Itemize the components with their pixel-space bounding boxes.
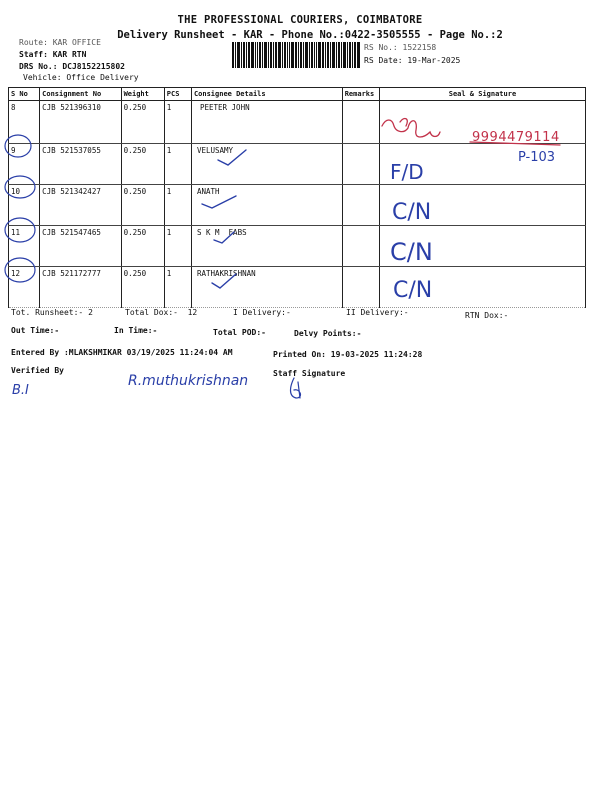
in-time: In Time:- (114, 326, 158, 335)
cell-weight: 0.250 (121, 101, 164, 144)
circle-9 (5, 135, 31, 157)
out-time: Out Time:- (11, 326, 60, 335)
handwritten-cn-2: C/N (390, 238, 433, 266)
handwritten-cn-1: C/N (392, 200, 432, 225)
cell-sno: 8 (9, 101, 40, 144)
col-consignment: Consignment No (40, 88, 121, 101)
tick-velusamy (218, 150, 246, 165)
cell-sno: 10 (9, 185, 40, 226)
col-remarks: Remarks (342, 88, 379, 101)
red-signature-scribble (382, 119, 440, 137)
printed-on: Printed On: 19-03-2025 11:24:28 (273, 350, 423, 359)
circle-10 (5, 176, 35, 198)
cell-consignee: PEETER JOHN (191, 101, 342, 144)
rs-number: RS No.: 1522158 (364, 43, 437, 52)
cell-consignee: RATHAKRISHNAN (191, 267, 342, 308)
col-pcs: PCS (164, 88, 191, 101)
circle-11 (5, 218, 35, 242)
verifier-initials: B.I (12, 383, 29, 398)
col-seal-signature: Seal & Signature (379, 88, 585, 101)
cell-pcs: 1 (164, 144, 191, 185)
cell-consignment: CJB 521172777 (40, 267, 121, 308)
entered-by: Entered By :MLAKSHMIKAR 03/19/2025 11:24:04 AM (11, 348, 233, 357)
tick-anath (202, 196, 236, 208)
cell-consignment: CJB 521537055 (40, 144, 121, 185)
cell-pcs: 1 (164, 101, 191, 144)
delivery-points: Delvy Points:- (294, 329, 362, 338)
i-delivery: I Delivery:- (233, 308, 291, 317)
verified-by-label: Verified By (11, 366, 64, 375)
col-sno: S No (9, 88, 40, 101)
cell-pcs: 1 (164, 226, 191, 267)
total-box: Total Dox:- 12 (125, 308, 198, 317)
handwritten-phone: 9994479114 (472, 130, 560, 145)
vehicle-label: Vehicle: Office Delivery (23, 73, 139, 82)
cell-consignee: S K M FABS (191, 226, 342, 267)
staff-signature-label: Staff Signature (273, 369, 346, 378)
cell-weight: 0.250 (121, 226, 164, 267)
col-weight: Weight (121, 88, 164, 101)
cell-consignment: CJB 521342427 (40, 185, 121, 226)
handwritten-cn-3: C/N (393, 278, 433, 303)
staff-signature-scribble (291, 378, 301, 398)
cell-weight: 0.250 (121, 185, 164, 226)
route-label: Route: KAR OFFICE (19, 38, 101, 47)
drs-number: DRS No.: DCJ8152215802 (19, 62, 125, 71)
cell-consignee: ANATH (191, 185, 342, 226)
tick-rathakrishnan (212, 274, 236, 288)
cell-pcs: 1 (164, 185, 191, 226)
circle-12 (5, 258, 35, 282)
cell-consignee: VELUSAMY (191, 144, 342, 185)
staff-label: Staff: KAR RTN (19, 50, 87, 59)
cell-sno: 9 (9, 144, 40, 185)
col-consignee: Consignee Details (191, 88, 342, 101)
cell-weight: 0.250 (121, 267, 164, 308)
cell-weight: 0.250 (121, 144, 164, 185)
rtn-box: RTN Dox:- (465, 311, 509, 320)
rs-date: RS Date: 19-Mar-2025 (364, 56, 461, 65)
cell-sno: 11 (9, 226, 40, 267)
verifier-signature: R.muthukrishnan (128, 373, 249, 389)
cell-sno: 12 (9, 267, 40, 308)
ii-delivery: II Delivery:- (346, 308, 409, 317)
tick-skm (214, 232, 234, 243)
document-title: THE PROFESSIONAL COURIERS, COIMBATORE (177, 14, 423, 26)
total-runsheet: Tot. Runsheet:- 2 (11, 308, 93, 317)
cell-consignment: CJB 521396310 (40, 101, 121, 144)
handwritten-fd: F/D (390, 160, 424, 184)
handwritten-p-code: P-103 (518, 150, 556, 165)
cell-pcs: 1 (164, 267, 191, 308)
total-pod: Total POD:- (213, 328, 266, 337)
cell-consignment: CJB 521547465 (40, 226, 121, 267)
document-subtitle: Delivery Runsheet - KAR - Phone No.:0422-3505555 - Page No.:2 (117, 29, 503, 41)
